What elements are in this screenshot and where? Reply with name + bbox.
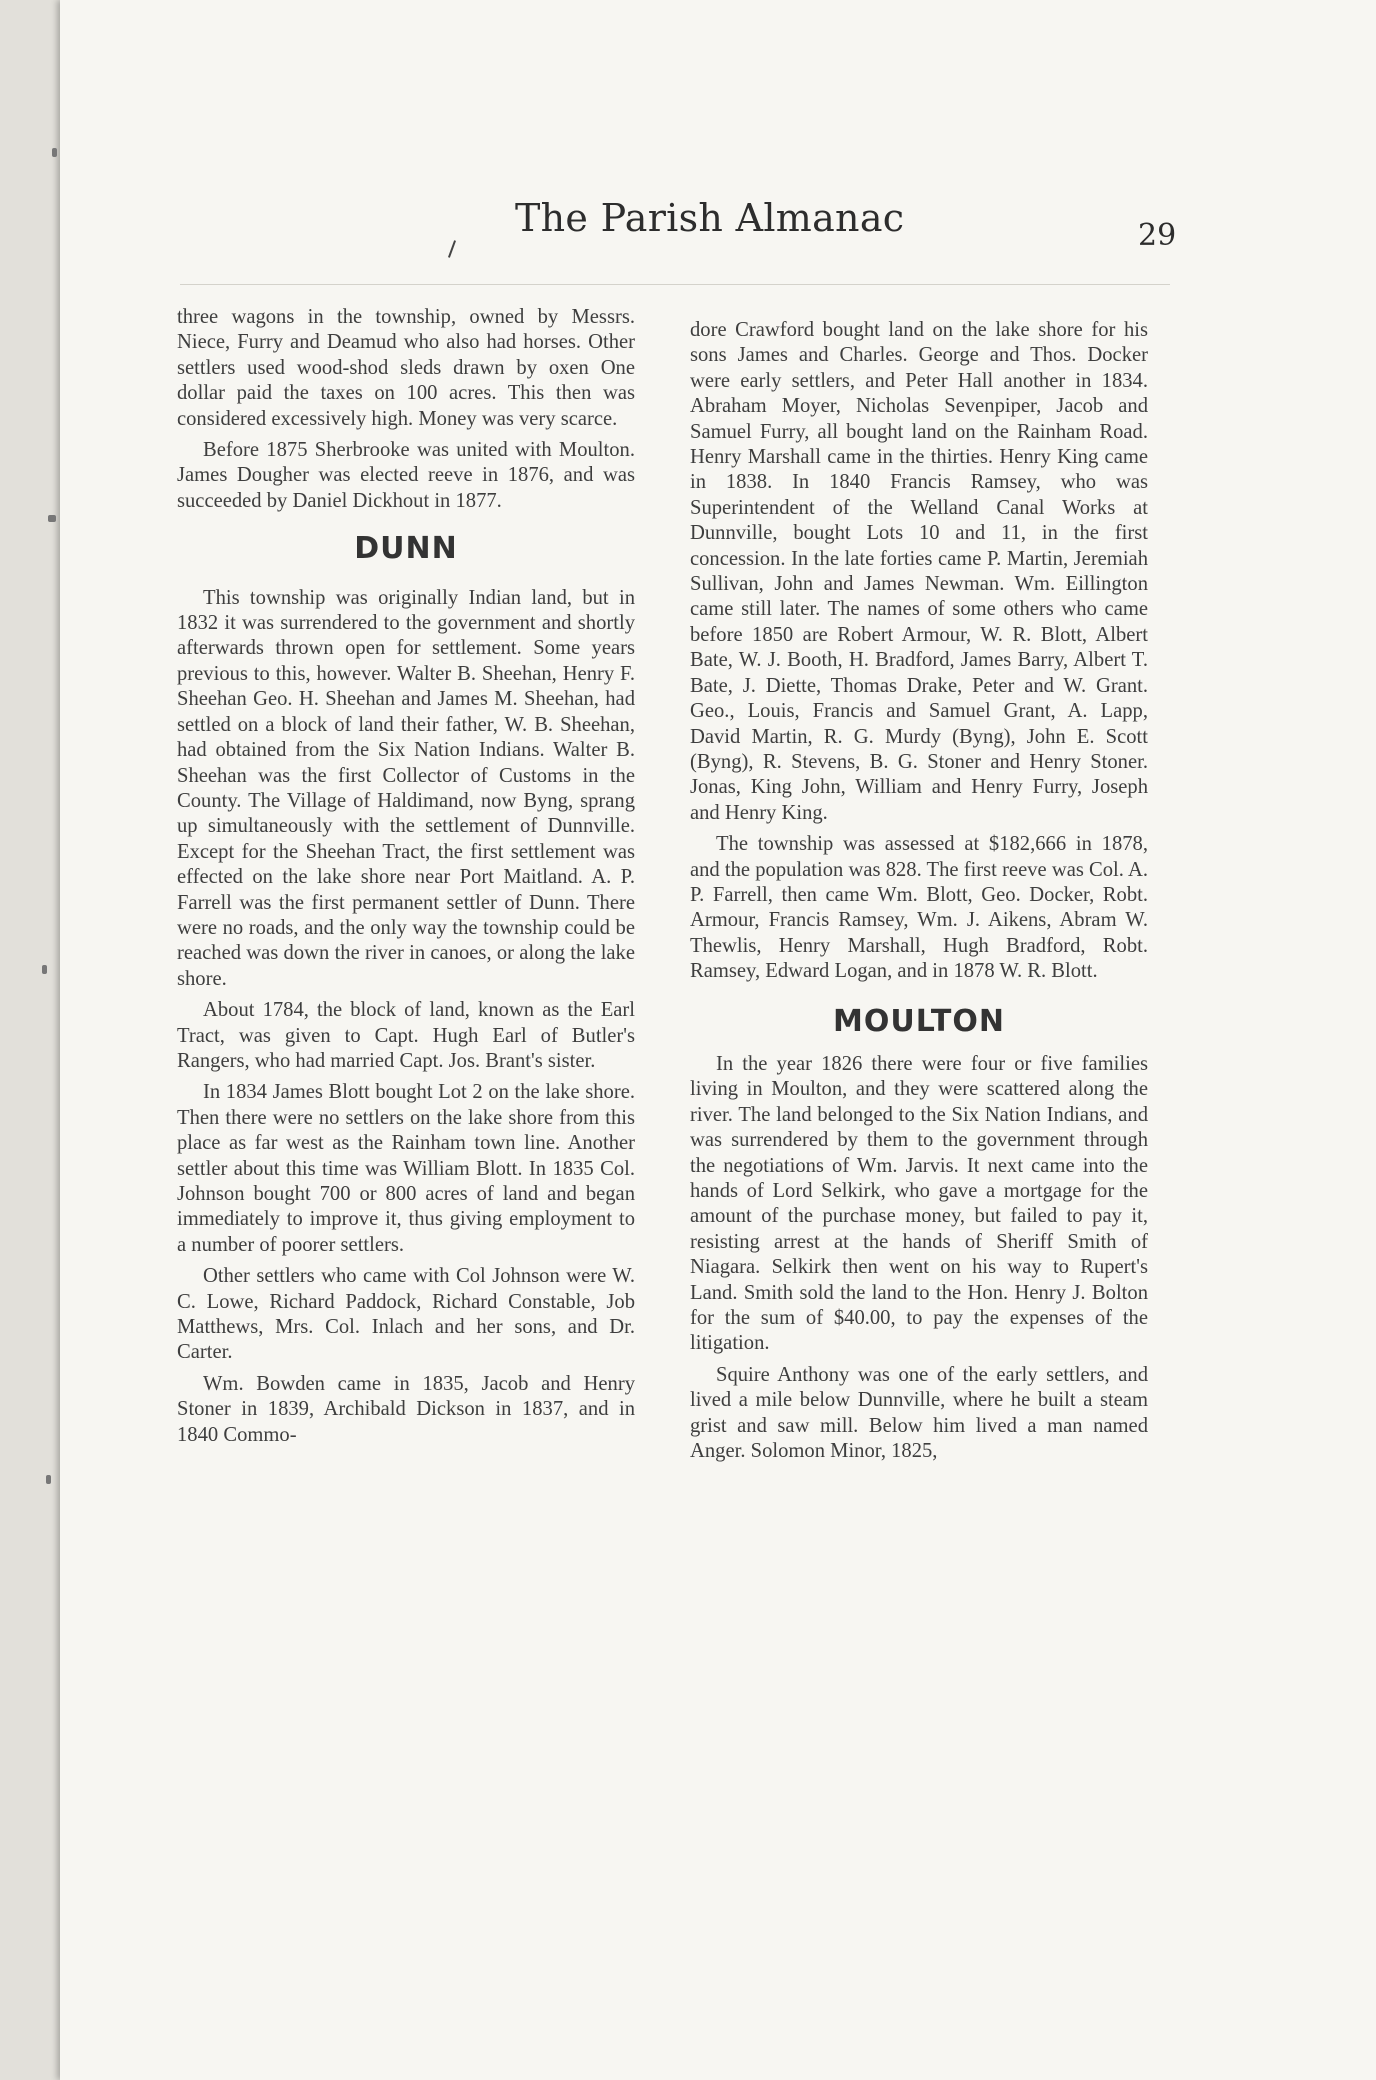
paragraph: Wm. Bowden came in 1835, Jacob and Henry Stoner in 1839, Archibald Dickson in 1837, and in 1840 Commo- [177, 1372, 635, 1446]
paragraph: This township was originally Indian land, but in 1832 it was surrendered to the government and shortly afterwards thrown open for settlement. Some years previous to this, however. Walter B. Sheehan, Henry F. Sheehan Geo. H. Sheehan and James M. Sheehan, had settled on a block of land their father, W. B. Sheehan, had obtained from the Six Nation Indians. Walter B. Sheehan was the first Collector of Customs in the County. The Village of Haldimand, now Byng, sprang up simultaneously with the settlement of Dunnville. Except for the Sheehan Tract, the first settlement was effected on the lake shore near Port Maitland. A. P. Farrell was the first permanent settler of Dunn. There were no roads, and the only way the township could be reached was down the river in canoes, or along the lake shore. [177, 586, 635, 990]
running-header-title: The Parish Almanac [515, 196, 905, 240]
scan-speck [48, 515, 56, 522]
left-column [177, 305, 635, 1448]
book-gutter [0, 0, 60, 2080]
paragraph: Before 1875 Sherbrooke was united with Moulton. James Dougher was elected reeve in 1876, and was succeeded by Daniel Dickhout in 1877. [177, 439, 635, 512]
paragraph: The township was assessed at $182,666 in 1878, and the population was 828. The first reeve was Col. A. P. Farrell, then came Wm. Blott, Geo. Docker, Robt. Armour, Francis Ramsey, Wm. J. Aikens, Abram W. Thewlis, Henry Marshall, Hugh Bradford, Robt. Ramsey, Edward Logan, and in 1878 W. R. Blott. [690, 833, 1148, 983]
paragraph: dore Crawford bought land on the lake shore for his sons James and Charles. George and Thos. Docker were early settlers, and Peter Hall another in 1834. Abraham Moyer, Nicholas Sevenpiper, Jacob and Samuel Furry, all bought land on the Rainham Road. Henry Marshall came in the thirties. Henry King came in 1838. In 1840 Francis Ramsey, who was Superintendent of the Welland Canal Works at Dunnville, bought Lots 10 and 11, in the first concession. In the late forties came P. Martin, Jeremiah Sullivan, John and James Newman. Wm. Eillington came still later. The names of some others who came before 1850 are Robert Armour, W. R. Blott, Albert Bate, W. J. Booth, H. Bradford, James Barry, Albert T. Bate, J. Diette, Thomas Drake, Peter and W. Grant. Geo., Louis, Francis and Samuel Grant, A. Lapp, David Martin, R. G. Murdy (Byng), John E. Scott (Byng), R. Stevens, B. G. Stoner and Henry Stoner. Jonas, King John, William and Henry Furry, Joseph and Henry King. [690, 319, 1148, 824]
scan-speck [46, 1475, 51, 1484]
paragraph: In 1834 James Blott bought Lot 2 on the lake shore. Then there were no settlers on the lake shore from this place as far west as the Rainham town line. Another settler about this time was William Blott. In 1835 Col. Johnson bought 700 or 800 acres of land and began immediately to improve it, thus giving employment to a number of poorer settlers. [177, 1081, 635, 1256]
paragraph: three wagons in the township, owned by Messrs. Niece, Furry and Deamud who also had horses. Other settlers used wood-shod sleds drawn by oxen One dollar paid the taxes on 100 acres. This then was considered excessively high. Money was very scarce. [177, 306, 635, 430]
scan-speck [42, 965, 47, 974]
paragraph: Squire Anthony was one of the early settlers, and lived a mile below Dunnville, where he built a steam grist and saw mill. Below him lived a man named Anger. Solomon Minor, 1825, [690, 1363, 1148, 1463]
paragraph: In the year 1826 there were four or five families living in Moulton, and they were scattered along the river. The land belonged to the Six Nation Indians, and was surrendered by them to the government through the negotiations of Wm. Jarvis. It next came into the hands of Lord Selkirk, who gave a mortgage for the amount of the purchase money, but failed to pay it, resisting arrest at the hands of Sheriff Smith of Niagara. Selkirk then went on his way to Rupert's Land. Smith sold the land to the Hon. Henry J. Bolton for the sum of $40.00, to pay the expenses of the litigation. [690, 1052, 1148, 1355]
scan-speck [52, 148, 57, 157]
header-rule [180, 284, 1170, 285]
paragraph: Other settlers who came with Col Johnson were W. C. Lowe, Richard Paddock, Richard Constable, Job Matthews, Mrs. Col. Inlach and her sons, and Dr. Carter. [177, 1265, 635, 1364]
page-number: 29 [1138, 218, 1177, 253]
right-column [690, 318, 1148, 1464]
section-heading-moulton: MOULTON [833, 1003, 1005, 1039]
section-heading-dunn: DUNN [354, 531, 458, 567]
paragraph: About 1784, the block of land, known as the Earl Tract, was given to Capt. Hugh Earl of Butler's Rangers, who had married Capt. Jos. Brant's sister. [177, 999, 635, 1072]
